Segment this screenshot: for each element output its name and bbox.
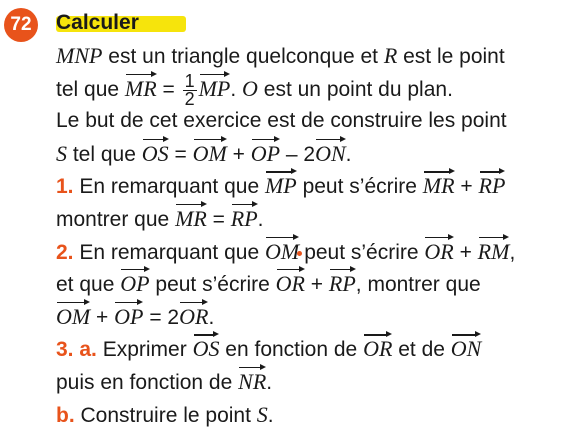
fraction [183, 70, 197, 109]
text-span: peut s’écrire [296, 175, 423, 199]
question-number: 3. a. [56, 338, 97, 362]
vector: OP [251, 138, 280, 171]
text-span: Exprimer [96, 338, 193, 362]
text-span: et que [56, 273, 121, 297]
fraction-numerator: 1 [184, 70, 195, 91]
text-span: est un point du plan. [257, 77, 453, 101]
math-var: MNP [56, 43, 103, 68]
vector: MR [175, 203, 207, 236]
text-span: . [266, 370, 273, 394]
vector: OM [193, 138, 227, 171]
math-var: R [383, 43, 398, 68]
math-var: O [242, 75, 258, 101]
question-3a-line-2 [56, 366, 566, 399]
vector: NR [238, 366, 266, 399]
vector: MR [423, 170, 455, 203]
vector: OR [276, 268, 305, 301]
text-span: – 2 [280, 142, 316, 166]
fraction-denominator: 2 [184, 88, 195, 109]
text-span: En remarquant que [73, 240, 265, 264]
vector: OM [265, 236, 299, 269]
text-span: . [345, 142, 352, 166]
vector: ON [315, 138, 346, 171]
vector: OS [193, 333, 220, 366]
statement-line-4 [56, 138, 566, 171]
vector: OR [363, 333, 392, 366]
text-span: En remarquant que [73, 175, 265, 199]
statement-line-2 [56, 70, 566, 109]
text-span: = 2 [143, 305, 180, 329]
vector: MP [199, 73, 231, 106]
text-span: tel que [67, 142, 142, 166]
text-span: tel que [56, 77, 125, 101]
text-span: + [454, 175, 479, 199]
exercise-title-text: Calculer [56, 11, 139, 34]
math-var: S [56, 140, 67, 166]
text-span: + [304, 273, 329, 297]
text-span: est un triangle quelconque et [102, 45, 384, 68]
text-span: = [206, 207, 231, 231]
question-2-line-3 [56, 301, 566, 334]
exercise-number-badge: 72 [4, 8, 38, 42]
text-span: Construire le point [74, 403, 257, 427]
vector: OP [120, 268, 149, 301]
exercise-body [56, 40, 566, 431]
text-span: montrer que [56, 207, 176, 231]
question-2-line-1 [56, 236, 566, 269]
text-span: + [90, 305, 115, 329]
statement-line-3 [56, 105, 566, 138]
text-span: . [267, 403, 274, 427]
question-number: 2. [56, 240, 74, 264]
question-3b-line [56, 399, 566, 432]
vector: OR [424, 236, 453, 269]
vector: RP [329, 268, 356, 301]
text-span: . [230, 77, 243, 101]
text-span: + [226, 142, 251, 166]
vector: OP [114, 301, 143, 334]
text-span: puis en fonction de [56, 370, 239, 394]
exercise-title [56, 8, 139, 38]
question-number: b. [56, 403, 75, 427]
statement-line-1 [56, 40, 566, 73]
text-span: = [156, 77, 181, 101]
math-var: S [256, 401, 268, 427]
vector: OR [179, 301, 208, 334]
text-span: , montrer que [355, 273, 481, 297]
vector: ON [451, 333, 482, 366]
text-span: = [168, 142, 193, 166]
vector: MR [125, 73, 157, 106]
question-1-line-2 [56, 203, 566, 236]
vector: RM [478, 236, 510, 269]
question-number: 1. [56, 175, 74, 199]
text-span: , [509, 240, 516, 264]
vector: RP [231, 203, 258, 236]
vector: OM [56, 301, 90, 334]
text-span: Le but de cet exercice est de construire les point [56, 109, 507, 133]
text-span: est le point [397, 45, 505, 68]
vector: OS [142, 138, 169, 171]
question-2-line-2 [56, 268, 566, 301]
question-1-line-1 [56, 170, 566, 203]
question-3a-line-1 [56, 333, 566, 366]
text-span: peut s’écrire [304, 240, 425, 264]
vector: RP [479, 170, 506, 203]
text-span: . [208, 305, 215, 329]
text-span: . [257, 207, 264, 231]
vector: MP [265, 170, 297, 203]
text-span: en fonction de [219, 338, 364, 362]
text-span: et de [392, 338, 451, 362]
text-span: + [453, 240, 478, 264]
text-span: peut s’écrire [149, 273, 276, 297]
